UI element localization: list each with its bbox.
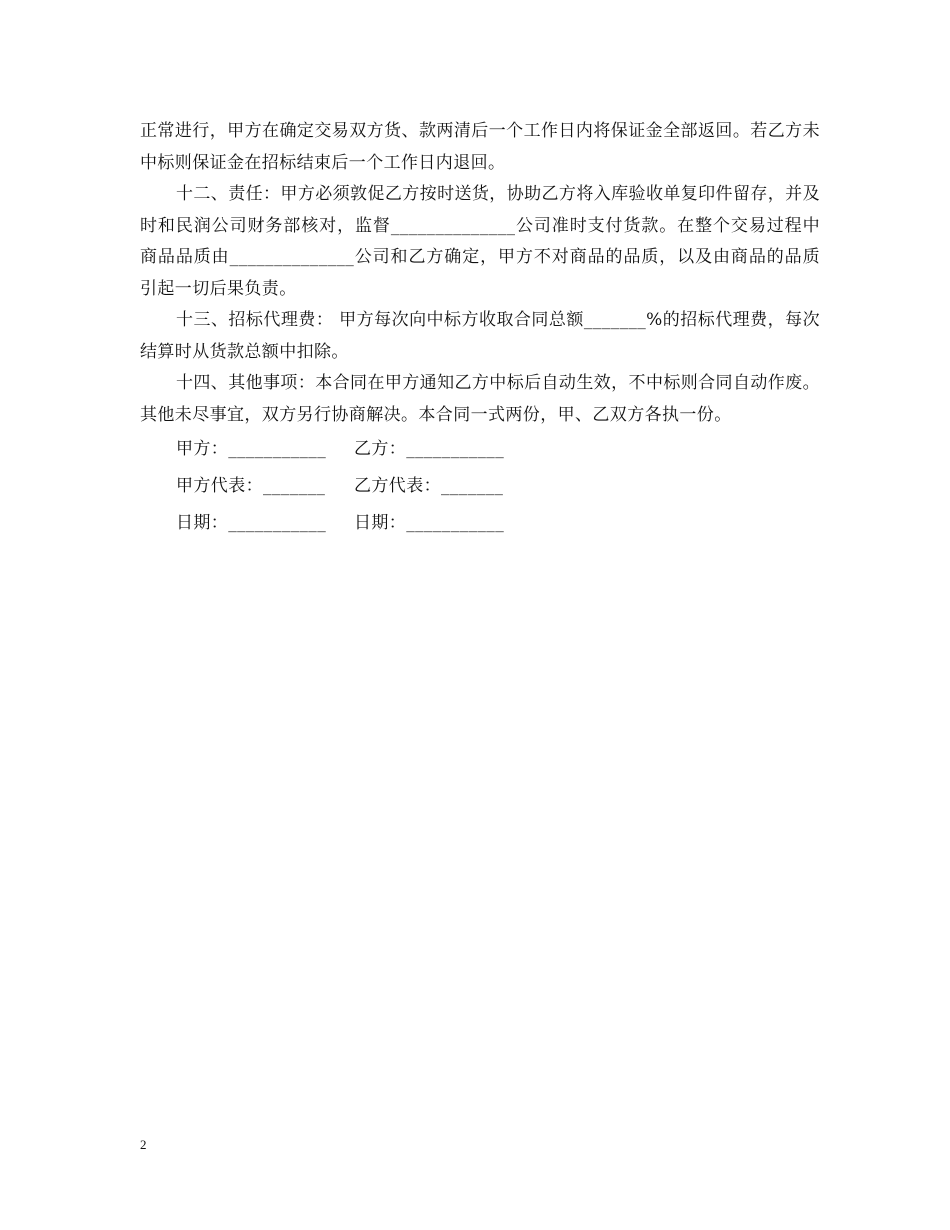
signature-row-representative <box>140 468 820 505</box>
signature-row-party <box>140 431 820 468</box>
paragraph-agency-fee: 十三、招标代理费： 甲方每次向中标方收取合同总额_______%的招标代理费，每次结算时从货款总额中扣除。 <box>140 310 820 362</box>
paragraph-other-matters: 十四、其他事项：本合同在甲方通知乙方中标后自动生效，不中标则合同自动作废。其他未尽事宜，双方另行协商解决。本合同一式两份，甲、乙双方各执一份。 <box>140 373 820 425</box>
party-b-signature: 乙方：___________ <box>354 439 505 459</box>
signature-block <box>140 431 820 542</box>
party-a-date: 日期：___________ <box>176 513 327 533</box>
contract-body <box>140 116 820 542</box>
party-a-signature: 甲方：___________ <box>176 439 327 459</box>
party-a-representative: 甲方代表：_______ <box>176 476 326 496</box>
signature-row-date <box>140 505 820 542</box>
paragraph-deposit-return: 正常进行，甲方在确定交易双方货、款两清后一个工作日内将保证金全部返回。若乙方未中标则保证金在招标结束后一个工作日内退回。 <box>140 121 820 173</box>
party-b-representative: 乙方代表：_______ <box>354 476 504 496</box>
paragraph-responsibility: 十二、责任：甲方必须敦促乙方按时送货，协助乙方将入库验收单复印件留存，并及时和民润公司财务部核对，监督______________公司准时支付货款。在整个交易过程中商品品质由______________公司和乙方确定，甲方不对商品的品质，以及由商品的品质引起一切后果负责。 <box>140 184 820 299</box>
page-number: 2 <box>140 1137 147 1152</box>
party-b-date: 日期：___________ <box>354 513 505 533</box>
